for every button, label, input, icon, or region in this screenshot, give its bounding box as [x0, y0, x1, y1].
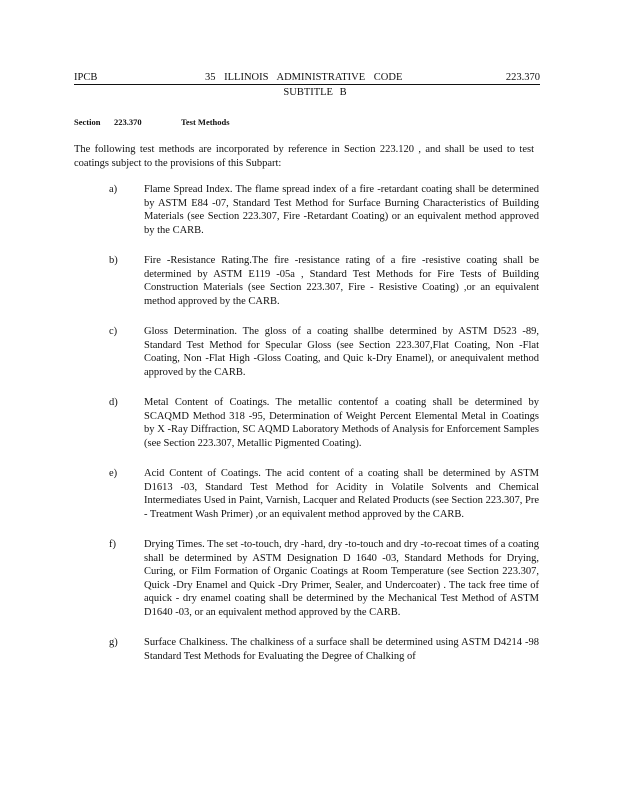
intro-paragraph: The following test methods are incorporated by reference in Section 223.120 , and shall be used to test coatings subject to the provisions of this Subpart:	[74, 144, 534, 169]
header-agency: IPCB	[74, 72, 98, 83]
section-title: Test Methods	[181, 117, 230, 127]
list-item	[109, 636, 539, 663]
header-code-title: 35 ILLINOIS ADMINISTRATIVE CODE	[205, 72, 403, 83]
item-letter: f)	[109, 539, 116, 550]
item-text: Flame Spread Index. The flame spread index of a fire -retardant coating shall be determined by ASTM E84 -07, Standard Test Method for Surface Burning Characteristics of Building Materials (see Section 223.307, Fire -Retardant Coating) or an equivalent method approved by the CARB.	[144, 184, 539, 236]
item-text: Surface Chalkiness. The chalkiness of a surface shall be determined using ASTM D4214 -98 Standard Test Methods for Evaluating the Degree of Chalking of	[144, 637, 539, 662]
item-letter: g)	[109, 637, 118, 648]
item-letter: d)	[109, 397, 118, 408]
list-item	[109, 325, 539, 379]
item-text: Acid Content of Coatings. The acid content of a coating shall be determined by ASTM D1613 -03, Standard Test Method for Acidity in Volatile Solvents and Chemical Intermediates Used in Paint, Varnish, Lacquer and Related Products (see Section 223.307, Pre - Treatment Wash Primer) ,or an equivalent method approved by the CARB.	[144, 468, 539, 520]
list-item	[109, 538, 539, 619]
item-text: Gloss Determination. The gloss of a coating shallbe determined by ASTM D523 -89, Standard Test Method for Specular Gloss (see Section 223.307,Flat Coating, Non -Flat Coating, Non -Flat High -Gloss Coating, and Quic k-Dry Enamel), or anequivalent method approved by the CARB.	[144, 326, 539, 378]
list-item	[109, 254, 539, 308]
header-section-number: 223.370	[505, 72, 540, 83]
item-letter: c)	[109, 326, 118, 337]
item-letter: b)	[109, 255, 118, 266]
header-subtitle	[0, 86, 618, 99]
item-letter: a)	[109, 184, 118, 195]
item-text: Fire -Resistance Rating.The fire -resistance rating of a fire -resistive coating shall be determined by ASTM E119 -05a , Standard Test Methods for Fire Tests of Building Construction Materials (see Section 223.307, Fire - Resistive Coating) ,or an equivalent method approved by the CARB.	[144, 255, 539, 307]
section-word: Section	[74, 117, 101, 127]
list-item	[109, 183, 539, 237]
section-number: 223.370	[114, 117, 142, 127]
item-letter: e)	[109, 468, 118, 479]
running-header	[74, 71, 540, 85]
test-methods-list	[109, 183, 539, 680]
item-text: Metal Content of Coatings. The metallic contentof a coating shall be determined by SCAQMD Method 318 -95, Determination of Weight Percent Elemental Metal in Coatings by X -Ray Diffraction, SC AQMD Laboratory Methods of Analysis for Enforcement Samples (see Section 223.307, Metallic Pigmented Coating).	[144, 397, 539, 449]
list-item	[109, 467, 539, 521]
item-text: Drying Times. The set -to-touch, dry -hard, dry -to-touch and dry -to-recoat times of a coating shall be determined by ASTM Designation D 1640 -03, Standard Methods for Drying, Curing, or Film Formation of Organic Coatings at Room Temperature (see Section 223.307, Quick -Dry Enamel and Quick -Dry Primer, Sealer, and Undercoater) . The tack free time of aquick - dry enamel coating shall be determined by the Mechanical Test Method of ASTM D1640 -03, or an equivalent method approved by the CARB.	[144, 539, 539, 618]
list-item	[109, 396, 539, 450]
subtitle-text: SUBTITLE B	[283, 87, 347, 98]
